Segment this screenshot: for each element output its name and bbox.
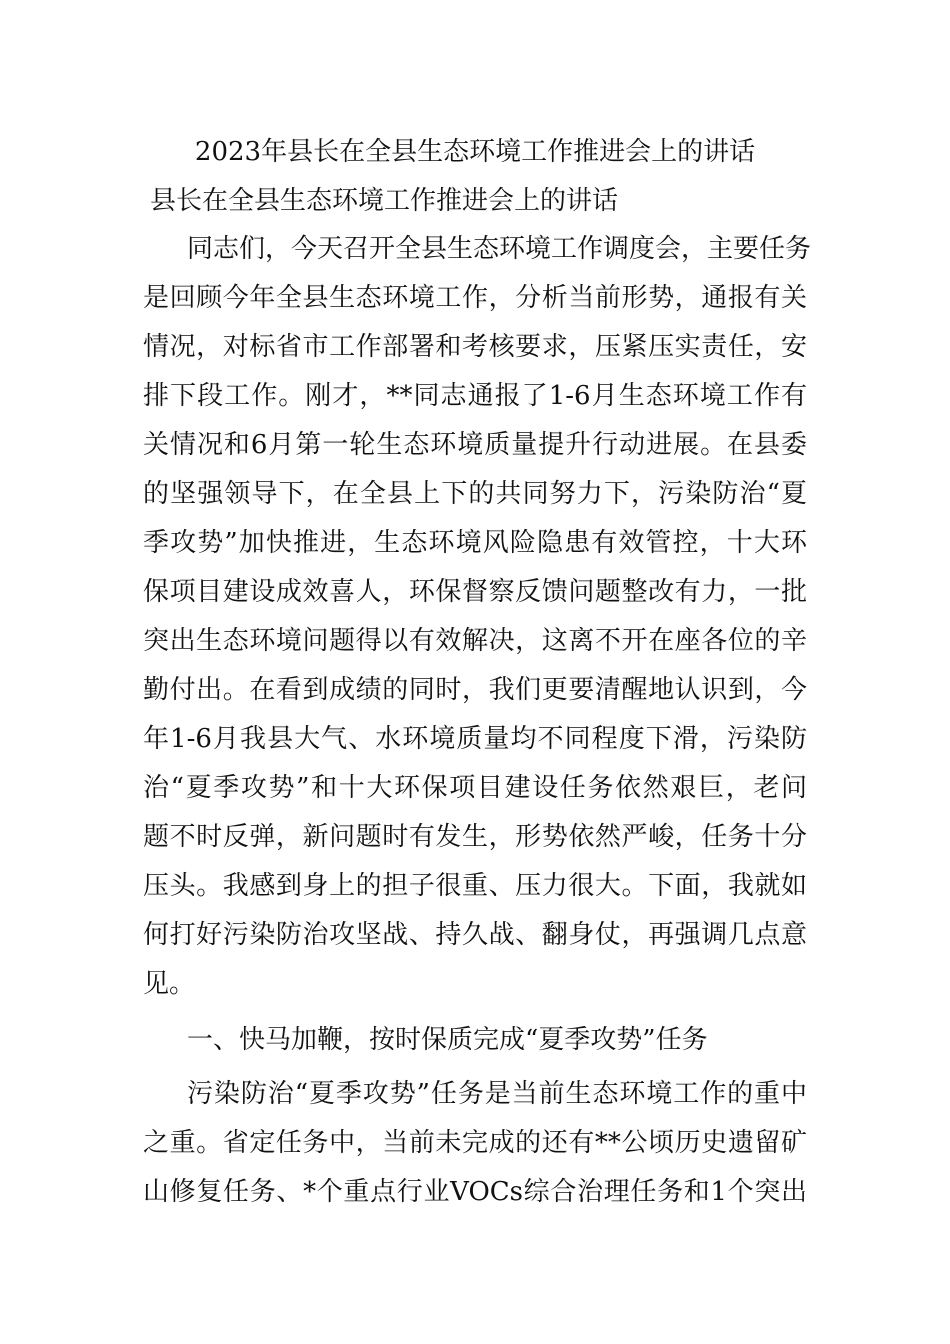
paragraph-line: 治“夏季攻势”和十大环保项目建设任务依然艰巨，老问 — [143, 773, 807, 803]
paragraph-line: 见。 — [143, 969, 196, 999]
paragraph-line: 污染防治“夏季攻势”任务是当前生态环境工作的重中 — [187, 1079, 807, 1109]
paragraph-line: 情况，对标省市工作部署和考核要求，压紧压实责任，安 — [143, 332, 807, 362]
paragraph-line: 季攻势”加快推进，生态环境风险隐患有效管控，十大环 — [143, 528, 807, 558]
paragraph-line: 山修复任务、*个重点行业VOCs综合治理任务和1个突出 — [143, 1177, 807, 1207]
paragraph-line: 排下段工作。刚才，**同志通报了1-6月生态环境工作有 — [143, 381, 807, 411]
paragraph-line: 压头。我感到身上的担子很重、压力很大。下面，我就如 — [143, 871, 807, 901]
paragraph-line: 何打好污染防治攻坚战、持久战、翻身仗，再强调几点意 — [143, 920, 807, 950]
paragraph-line: 之重。省定任务中，当前未完成的还有**公顷历史遗留矿 — [143, 1128, 807, 1158]
paragraph-line: 保项目建设成效喜人，环保督察反馈问题整改有力，一批 — [143, 577, 807, 607]
document-subtitle: 县长在全县生态环境工作推进会上的讲话 — [150, 186, 619, 216]
paragraph-line: 同志们，今天召开全县生态环境工作调度会，主要任务 — [187, 234, 812, 264]
paragraph-line: 关情况和6月第一轮生态环境质量提升行动进展。在县委 — [143, 430, 807, 460]
paragraph-line: 题不时反弹，新问题时有发生，形势依然严峻，任务十分 — [143, 822, 807, 852]
section-heading: 一、快马加鞭，按时保质完成“夏季攻势”任务 — [187, 1025, 708, 1055]
paragraph-line: 的坚强领导下，在全县上下的共同努力下，污染防治“夏 — [143, 479, 807, 509]
document-title: 2023年县长在全县生态环境工作推进会上的讲话 — [194, 137, 756, 167]
paragraph-line: 勤付出。在看到成绩的同时，我们更要清醒地认识到，今 — [143, 675, 807, 705]
paragraph-line: 是回顾今年全县生态环境工作，分析当前形势，通报有关 — [143, 283, 807, 313]
paragraph-line: 年1-6月我县大气、水环境质量均不同程度下滑，污染防 — [143, 724, 807, 754]
paragraph-line: 突出生态环境问题得以有效解决，这离不开在座各位的辛 — [143, 626, 807, 656]
